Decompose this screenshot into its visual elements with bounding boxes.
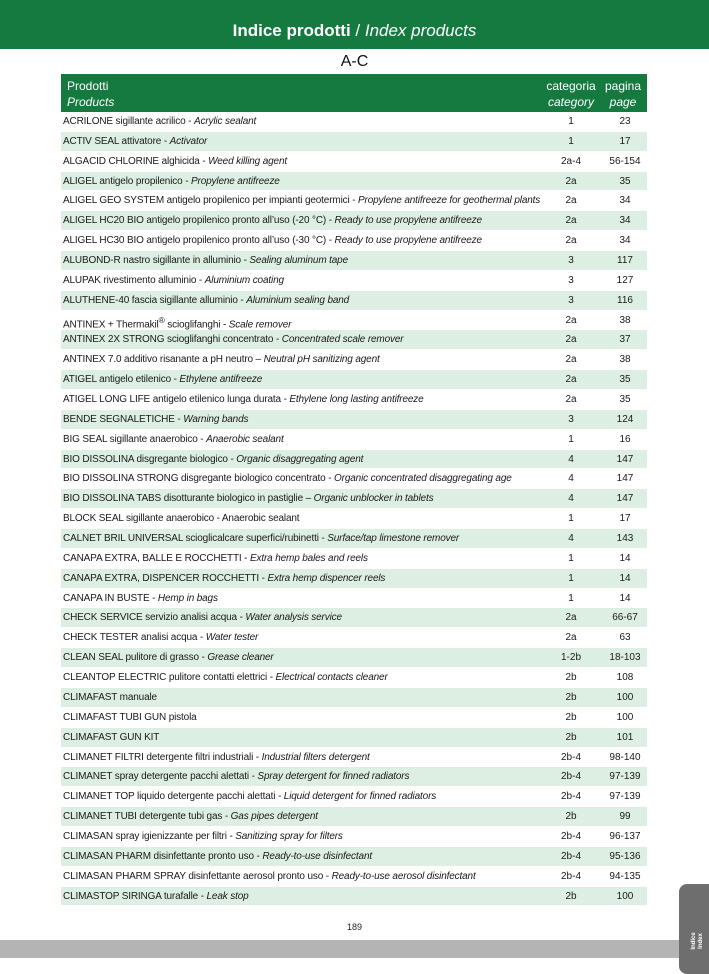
product-category: 1 xyxy=(568,116,574,127)
product-page: 18-103 xyxy=(609,652,641,664)
product-name xyxy=(63,509,299,529)
name-separator: - xyxy=(253,751,262,763)
product-name-it: CLEAN SEAL pulitore di grasso xyxy=(63,652,199,664)
product-name-it: CHECK TESTER analisi acqua xyxy=(63,632,198,644)
product-page: 23 xyxy=(619,116,631,127)
product-name-it: ALUTHENE-40 fascia sigillante alluminio xyxy=(63,294,238,306)
product-category: 2b-4 xyxy=(560,870,581,882)
side-tab-label-en: Index xyxy=(698,933,704,949)
product-page: 17 xyxy=(619,513,631,525)
name-separator: - xyxy=(222,811,231,823)
product-name-it: CLIMASAN PHARM disinfettante pronto uso xyxy=(63,850,254,862)
product-category: 2a xyxy=(565,314,577,326)
name-separator: - xyxy=(325,473,335,485)
name-separator: - xyxy=(226,830,236,842)
product-name-en: Aluminium coating xyxy=(204,274,284,286)
column-products xyxy=(67,78,114,110)
product-name xyxy=(63,271,284,291)
name-separator: - xyxy=(236,612,246,624)
product-category: 2a xyxy=(565,354,577,366)
product-category: 2b xyxy=(565,811,577,823)
product-name-en: Warning bands xyxy=(183,413,249,425)
section-title: A-C xyxy=(340,53,369,70)
product-name-it: CLIMAFAST TUBI GUN pistola xyxy=(63,711,197,723)
product-category: 2a xyxy=(565,235,577,247)
product-name xyxy=(63,191,540,211)
product-category: 1 xyxy=(568,552,574,564)
name-separator: - xyxy=(349,195,359,207)
name-separator: - xyxy=(196,274,205,286)
product-name-it: ANTINEX 2X STRONG scioglifanghi concentrato xyxy=(63,334,274,346)
product-name-it: CLIMANET TOP liquido detergente pacchi alettati xyxy=(63,791,276,803)
product-category: 4 xyxy=(568,453,574,465)
table-row xyxy=(61,807,647,827)
product-name xyxy=(63,549,368,569)
table-row xyxy=(61,688,647,708)
table-row xyxy=(61,251,647,271)
product-name xyxy=(63,688,157,708)
product-name-it: ANTINEX + Thermakil xyxy=(63,318,159,330)
table-row xyxy=(61,330,647,350)
product-name-en: Sealing aluminum tape xyxy=(249,255,348,267)
table-row xyxy=(61,549,647,569)
product-name xyxy=(63,231,482,251)
table-row xyxy=(61,529,647,549)
product-name-en: Aluminium sealing band xyxy=(246,294,350,306)
product-category: 2a xyxy=(565,612,577,624)
product-name-en: Propylene antifreeze xyxy=(191,175,280,187)
table-row xyxy=(61,628,647,648)
table-row xyxy=(61,847,647,867)
product-page: 98-140 xyxy=(609,751,641,763)
product-name-en: Acrylic sealant xyxy=(193,116,257,127)
product-name-it: CANAPA IN BUSTE xyxy=(63,592,150,604)
product-category: 2b xyxy=(565,890,577,902)
product-name-it: CANAPA EXTRA, DISPENCER ROCCHETTI xyxy=(63,572,260,584)
header-title-it: Indice prodotti xyxy=(232,21,351,40)
product-page: 96-137 xyxy=(609,830,641,842)
product-page: 99 xyxy=(619,811,631,823)
product-name-it: ALIGEL antigelo propilenico xyxy=(63,175,183,187)
product-name-en: Spray detergent for finned radiators xyxy=(257,771,410,783)
column-page-en: page xyxy=(609,95,637,109)
name-separator: - xyxy=(326,215,335,227)
table-row xyxy=(61,370,647,390)
product-name xyxy=(63,867,476,887)
name-separator: - xyxy=(197,433,207,445)
product-page: 124 xyxy=(616,413,634,425)
table-row xyxy=(61,112,647,132)
product-name-it: ALUPAK rivestimento alluminio xyxy=(63,274,197,286)
product-category: 3 xyxy=(568,294,574,306)
table-row xyxy=(61,728,647,748)
product-name-it: CLIMAFAST GUN KIT xyxy=(63,731,160,743)
product-name-it: ACRILONE sigillante acrilico xyxy=(63,116,186,127)
product-page: 38 xyxy=(619,314,631,326)
product-name xyxy=(63,489,433,509)
product-name xyxy=(63,211,482,231)
product-page: 100 xyxy=(616,711,634,723)
product-name-it: CLIMANET TUBI detergente tubi gas xyxy=(63,811,223,823)
product-name-it: CLIMASAN spray igienizzante per filtri xyxy=(63,830,227,842)
table-row xyxy=(61,867,647,887)
product-category: 2a xyxy=(565,632,577,644)
product-name xyxy=(63,370,262,390)
product-name-en: Electrical contacts cleaner xyxy=(275,672,388,684)
name-separator: - xyxy=(174,413,184,425)
product-name xyxy=(63,827,343,847)
product-category: 2b-4 xyxy=(560,751,581,763)
product-name xyxy=(63,767,409,787)
product-name-en: Liquid detergent for finned radiators xyxy=(283,791,437,803)
product-page: 143 xyxy=(616,533,634,545)
product-name-it: ALIGEL GEO SYSTEM antigelo propilenico per impianti geotermici xyxy=(63,195,350,207)
product-page: 95-136 xyxy=(609,850,641,862)
product-name xyxy=(63,569,385,589)
product-category: 4 xyxy=(568,533,574,545)
column-category-it: categoria xyxy=(546,79,596,93)
table-row xyxy=(61,589,647,609)
product-category: 1 xyxy=(568,433,574,445)
name-separator: - xyxy=(199,155,209,167)
header-title-en: Index products xyxy=(364,21,477,40)
product-category: 2a xyxy=(565,195,577,207)
name-separator: - xyxy=(197,632,206,644)
product-name-it: ALGACID CHLORINE alghicida xyxy=(63,155,200,167)
product-name xyxy=(63,112,256,132)
name-separator: - xyxy=(326,235,335,247)
product-name xyxy=(63,152,287,172)
name-separator: - xyxy=(227,453,237,465)
product-category: 2b xyxy=(565,711,577,723)
product-name-en: Organic unblocker in tablets xyxy=(313,493,434,505)
product-name-en: Industrial filters detergent xyxy=(261,751,370,763)
product-table-body xyxy=(61,112,647,906)
product-category: 2a xyxy=(565,374,577,386)
product-name-en: Ready to use propylene antifreeze xyxy=(334,215,482,227)
product-category: 2b-4 xyxy=(560,850,581,862)
product-name-en: Extra hemp dispencer reels xyxy=(267,572,386,584)
product-name-it: ALIGEL HC20 BIO antigelo propilenico pronto all’uso (-20 °C) xyxy=(63,215,327,227)
table-row xyxy=(61,311,647,331)
product-name-it: CANAPA EXTRA, BALLE E ROCCHETTI xyxy=(63,552,242,564)
product-name xyxy=(63,291,349,311)
name-separator: – xyxy=(252,354,264,366)
product-name-en: Organic disaggregating agent xyxy=(236,453,364,465)
product-name-en: Activator xyxy=(169,135,208,147)
product-name-en: Leak stop xyxy=(206,890,249,902)
product-category: 2b-4 xyxy=(560,830,581,842)
table-row xyxy=(61,172,647,192)
product-page: 35 xyxy=(619,374,631,386)
product-category: 1 xyxy=(568,513,574,525)
product-category: 2a-4 xyxy=(560,155,581,167)
product-page: 35 xyxy=(619,175,631,187)
product-name-en: Sanitizing spray for filters xyxy=(235,830,343,842)
product-page: 14 xyxy=(619,552,631,564)
product-page: 100 xyxy=(616,890,634,902)
name-separator: - xyxy=(318,533,328,545)
product-name xyxy=(63,728,159,748)
product-name-en: Ready-to-use disinfectant xyxy=(262,850,372,862)
product-category: 2a xyxy=(565,334,577,346)
product-category: 2b xyxy=(565,691,577,703)
table-row xyxy=(61,410,647,430)
product-name-it: CLIMASAN PHARM SPRAY disinfettante aerosol pronto uso xyxy=(63,870,324,882)
product-category: 2b-4 xyxy=(560,791,581,803)
column-products-en: Products xyxy=(67,95,115,109)
table-row xyxy=(61,132,647,152)
table-row xyxy=(61,648,647,668)
product-name-it-suffix: scioglifanghi xyxy=(164,318,221,330)
name-separator: - xyxy=(220,318,229,330)
product-name xyxy=(63,668,388,688)
table-row xyxy=(61,350,647,370)
product-category: 3 xyxy=(568,413,574,425)
product-name xyxy=(63,708,197,728)
product-page: 147 xyxy=(616,473,634,485)
product-page: 94-135 xyxy=(609,870,641,882)
side-tab-label-it: Indice xyxy=(691,932,697,950)
product-name-en: Ethylene antifreeze xyxy=(179,374,263,386)
table-row xyxy=(61,608,647,628)
name-separator: - xyxy=(198,652,208,664)
product-name-it: CALNET BRIL UNIVERSAL scioglicalcare superfici/rubinetti xyxy=(63,533,319,545)
product-name xyxy=(63,350,380,370)
product-page: 34 xyxy=(619,215,631,227)
table-row xyxy=(61,291,647,311)
header-separator: / xyxy=(350,21,365,40)
product-name-it: CLIMASTOP SIRINGA turafalle xyxy=(63,890,199,902)
name-separator: - xyxy=(185,116,194,127)
product-page: 38 xyxy=(619,354,631,366)
product-name xyxy=(63,887,249,907)
name-separator: - xyxy=(275,791,284,803)
name-separator: - xyxy=(267,672,276,684)
product-name xyxy=(63,648,274,668)
column-products-it: Prodotti xyxy=(67,79,109,93)
product-name-en: Ready-to-use aerosol disinfectant xyxy=(331,870,476,882)
table-row xyxy=(61,390,647,410)
table-row xyxy=(61,787,647,807)
product-name xyxy=(63,589,218,609)
product-name-en: Concentrated scale remover xyxy=(281,334,404,346)
product-name xyxy=(63,847,372,867)
product-name xyxy=(63,529,459,549)
table-row xyxy=(61,668,647,688)
name-separator: - xyxy=(170,374,180,386)
name-separator: - xyxy=(253,850,263,862)
product-name-en: Propylene antifreeze for geothermal plants xyxy=(358,195,541,207)
footer-bar xyxy=(0,940,709,958)
product-page: 14 xyxy=(619,592,631,604)
product-name xyxy=(63,628,258,648)
page-header xyxy=(0,0,709,49)
product-name-en: Grease cleaner xyxy=(207,652,274,664)
product-name-it: ATIGEL LONG LIFE antigelo etilenico lunga durata xyxy=(63,394,281,406)
product-category: 1 xyxy=(568,572,574,584)
name-separator: - xyxy=(237,294,247,306)
product-name-en: Scale remover xyxy=(228,318,292,330)
name-separator: - xyxy=(323,870,332,882)
product-name-it: BLOCK SEAL sigillante anaerobico - Anaerobic sealant xyxy=(63,513,300,525)
name-separator: - xyxy=(198,890,207,902)
name-separator: - xyxy=(149,592,158,604)
product-name-it: BIG SEAL sigillante anaerobico xyxy=(63,433,198,445)
product-name xyxy=(63,172,280,192)
product-page: 97-139 xyxy=(609,771,641,783)
product-name-it: BIO DISSOLINA STRONG disgregante biologico concentrato xyxy=(63,473,326,485)
product-category: 2a xyxy=(565,175,577,187)
product-page: 116 xyxy=(617,294,633,306)
product-category: 2b xyxy=(565,672,577,684)
product-category: 2a xyxy=(565,394,577,406)
product-page: 34 xyxy=(619,195,631,207)
name-separator: - xyxy=(241,552,250,564)
product-category: 3 xyxy=(568,274,574,286)
product-page: 100 xyxy=(616,691,634,703)
table-row xyxy=(61,271,647,291)
name-separator: - xyxy=(161,135,170,147)
product-name xyxy=(63,748,370,768)
product-name-en: Extra hemp bales and reels xyxy=(249,552,368,564)
product-name-it: ACTIV SEAL attivatore xyxy=(63,135,162,147)
table-row xyxy=(61,767,647,787)
product-category: 2b-4 xyxy=(560,771,581,783)
product-name-it: CLIMANET spray detergente pacchi alettati xyxy=(63,771,249,783)
product-name xyxy=(63,469,512,489)
product-name xyxy=(63,132,207,152)
table-row xyxy=(61,489,647,509)
product-page: 17 xyxy=(619,135,631,147)
product-category: 1-2b xyxy=(560,652,581,664)
table-header xyxy=(61,74,647,112)
product-page: 108 xyxy=(616,672,634,684)
product-name-en: Anaerobic sealant xyxy=(206,433,284,445)
product-name-it: CHECK SERVICE servizio analisi acqua xyxy=(63,612,237,624)
name-separator: - xyxy=(248,771,258,783)
index-side-tab[interactable] xyxy=(679,884,709,974)
table-row xyxy=(61,509,647,529)
product-name-it: CLIMANET FILTRI detergente filtri industriali xyxy=(63,751,254,763)
table-row xyxy=(61,231,647,251)
table-row xyxy=(61,430,647,450)
table-row xyxy=(61,450,647,470)
product-name-en: Weed killing agent xyxy=(208,155,287,167)
name-separator: - xyxy=(182,175,191,187)
registered-mark: ® xyxy=(158,314,165,325)
product-name-en: Neutral pH sanitizing agent xyxy=(263,354,380,366)
product-page: 117 xyxy=(617,255,633,267)
product-page: 147 xyxy=(616,493,634,505)
product-name xyxy=(63,390,424,410)
product-name xyxy=(63,330,403,350)
table-row xyxy=(61,152,647,172)
table-row xyxy=(61,469,647,489)
product-name-en: Gas pipes detergent xyxy=(230,811,318,823)
table-row xyxy=(61,191,647,211)
product-page: 101 xyxy=(616,731,634,743)
table-row xyxy=(61,708,647,728)
column-category xyxy=(539,78,603,110)
table-row xyxy=(61,569,647,589)
product-name-it: CLIMAFAST manuale xyxy=(63,691,157,703)
product-page: 35 xyxy=(619,394,631,406)
column-page-it: pagina xyxy=(604,79,642,93)
table-row xyxy=(61,211,647,231)
product-category: 1 xyxy=(568,592,574,604)
product-name-en: Hemp in bags xyxy=(157,592,218,604)
product-name-it: CLEANTOP ELECTRIC pulitore contatti elettrici xyxy=(63,672,268,684)
product-name xyxy=(63,807,318,827)
product-category: 4 xyxy=(568,473,574,485)
product-page: 37 xyxy=(619,334,631,346)
product-category: 2b xyxy=(565,731,577,743)
product-name xyxy=(63,410,248,430)
product-page: 127 xyxy=(616,274,634,286)
product-name-en: Water tester xyxy=(205,632,259,644)
product-name-en: Ethylene long lasting antifreeze xyxy=(289,394,424,406)
product-page: 14 xyxy=(619,572,631,584)
product-name xyxy=(63,608,342,628)
product-name-it: BIO DISSOLINA TABS disotturante biologico in pastiglie xyxy=(63,493,303,505)
table-row xyxy=(61,748,647,768)
product-name xyxy=(63,430,284,450)
name-separator: – xyxy=(303,493,314,505)
product-name-it: ALIGEL HC30 BIO antigelo propilenico pronto all’uso (-30 °C) xyxy=(63,235,327,247)
product-page: 34 xyxy=(619,235,631,247)
product-name-it: ANTINEX 7.0 additivo risanante a pH neutro xyxy=(63,354,253,366)
name-separator: - xyxy=(259,572,268,584)
product-page: 16 xyxy=(619,433,631,445)
product-category: 1 xyxy=(568,135,574,147)
product-page: 97-139 xyxy=(609,791,641,803)
table-row xyxy=(61,887,647,907)
table-row xyxy=(61,827,647,847)
name-separator: - xyxy=(280,394,290,406)
product-name xyxy=(63,251,348,271)
product-name xyxy=(63,787,436,807)
name-separator: - xyxy=(240,255,250,267)
product-name xyxy=(63,450,363,470)
product-name-it: ALUBOND-R nastro sigillante in alluminio xyxy=(63,255,241,267)
product-name-it: BENDE SEGNALETICHE xyxy=(63,413,175,425)
page-number: 189 xyxy=(346,922,363,932)
product-category: 4 xyxy=(568,493,574,505)
product-name-en: Surface/tap limestone remover xyxy=(327,533,460,545)
product-name-en: Ready to use propylene antifreeze xyxy=(334,235,482,247)
product-page: 56-154 xyxy=(609,155,641,167)
product-page: 66-67 xyxy=(612,612,638,624)
product-page: 147 xyxy=(616,453,634,465)
product-category: 2a xyxy=(565,215,577,227)
column-category-en: category xyxy=(547,95,595,109)
product-page: 63 xyxy=(619,632,631,644)
product-name-it: ATIGEL antigelo etilenico xyxy=(63,374,171,386)
name-separator: - xyxy=(273,334,282,346)
product-category: 3 xyxy=(568,255,574,267)
product-name-en: Organic concentrated disaggregating age xyxy=(334,473,512,485)
side-tab-label xyxy=(691,926,705,956)
column-page xyxy=(603,78,643,110)
product-name-it: BIO DISSOLINA disgregante biologico xyxy=(63,453,228,465)
product-name-en: Water analysis service xyxy=(245,612,342,624)
